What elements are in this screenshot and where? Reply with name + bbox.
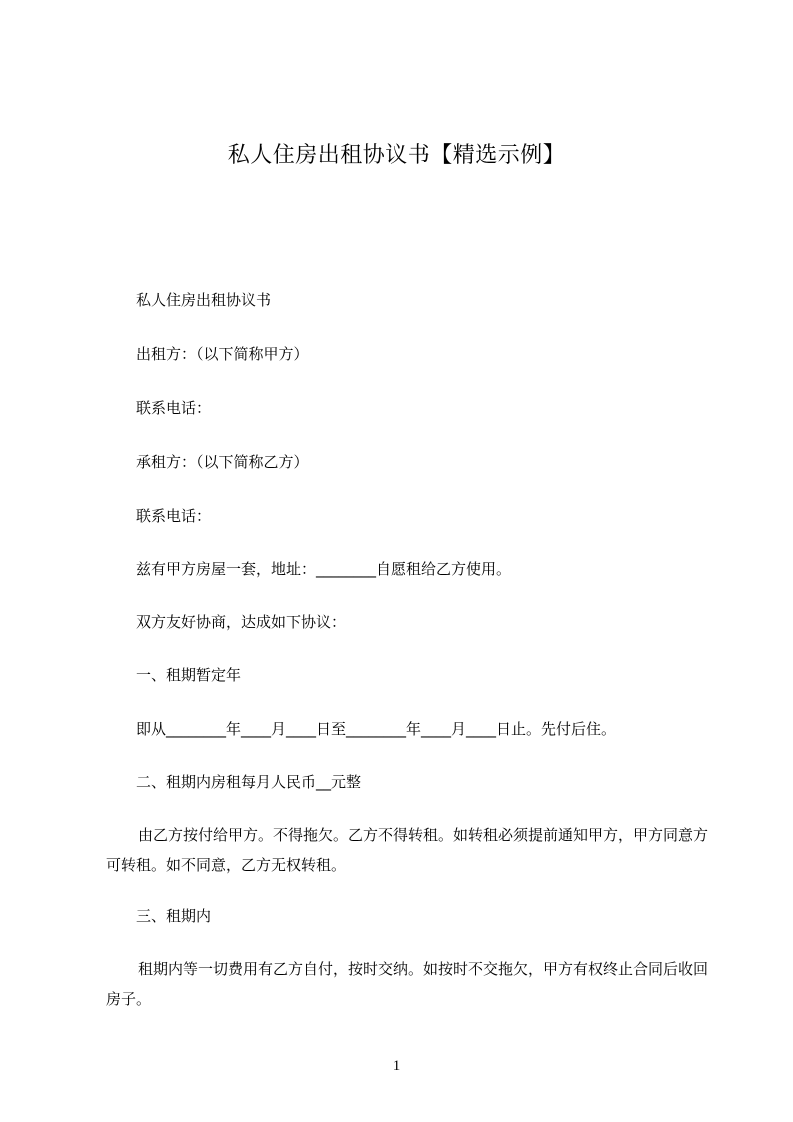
agreement-intro-line: 双方友好协商，达成如下协议：	[136, 613, 347, 631]
property-line: 兹有甲方房屋一套，地址：________自愿租给乙方使用。	[136, 560, 512, 578]
lessee-phone-line: 联系电话：	[136, 507, 212, 525]
clause3-body: 租期内等一切费用有乙方自付，按时交纳。如按时不交拖欠，甲方有权终止合同后收回房子。	[106, 960, 709, 1008]
clause1-dates: 即从________年____月____日至________年____月____日止。先付后住。	[136, 720, 617, 738]
lessee-line: 承租方：（以下简称乙方）	[136, 453, 309, 471]
clause2-body: 由乙方按付给甲方。不得拖欠。乙方不得转租。如转租必须提前通知甲方，甲方同意方可转租。如不同意，乙方无权转租。	[106, 826, 709, 874]
document-title: 私人住房出租协议书【精选示例】	[227, 143, 566, 168]
lessor-phone-line: 联系电话：	[136, 399, 212, 417]
page-number: 1	[392, 1058, 401, 1074]
clause1-title: 一、租期暂定年	[136, 666, 242, 684]
lessor-line: 出租方：（以下简称甲方）	[136, 345, 309, 363]
clause3-title: 三、租期内	[136, 907, 212, 925]
clause2-title: 二、租期内房租每月人民币__元整	[136, 773, 362, 791]
agreement-heading: 私人住房出租协议书	[136, 291, 272, 309]
